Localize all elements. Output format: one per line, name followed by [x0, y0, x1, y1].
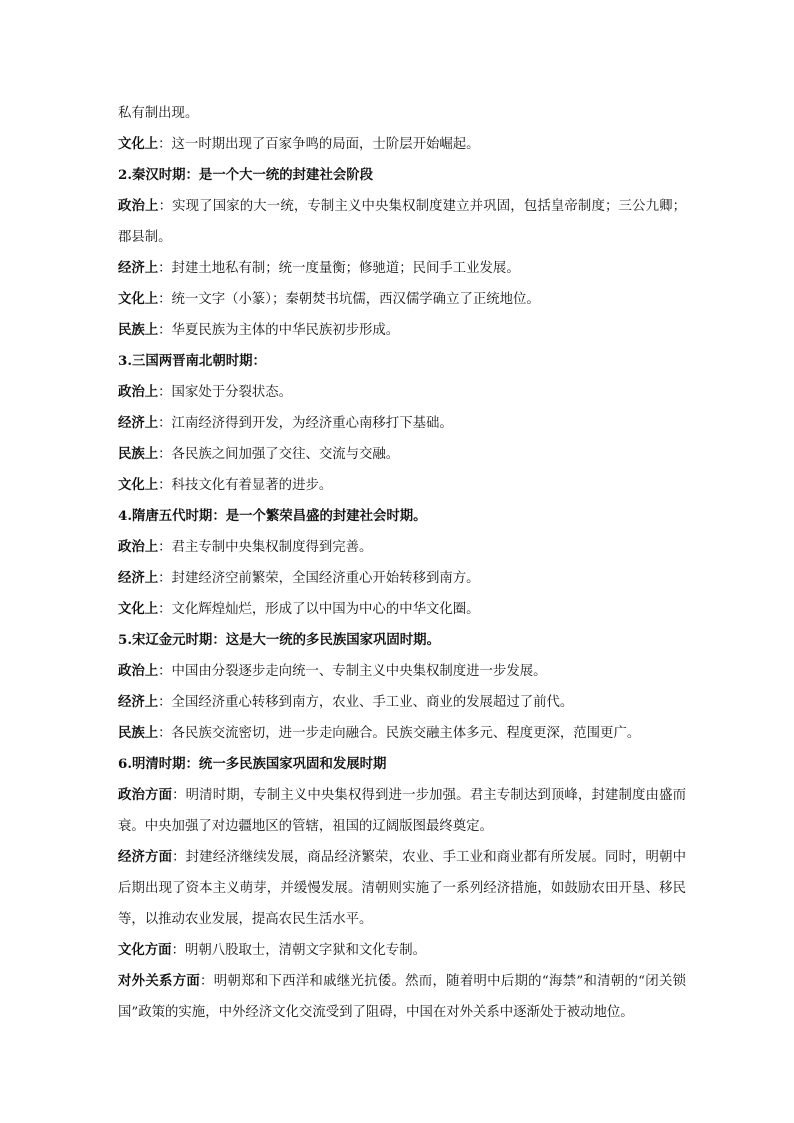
paragraph-text: ：君主专制中央集权制度得到完善。 — [158, 540, 373, 555]
section-heading — [118, 160, 686, 191]
paragraph-text: ：明朝八股取士，清朝文字狱和文化专制。 — [171, 943, 426, 958]
paragraph-label: 政治上 — [118, 198, 159, 214]
section-heading — [118, 625, 686, 656]
paragraph-text: ：各民族交流密切，进一步走向融合。民族交融主体多元、程度更深，范围更广。 — [158, 726, 641, 741]
paragraph-text: 4.隋唐五代时期：是一个繁荣昌盛的封建社会时期。 — [118, 508, 427, 524]
paragraph-label: 文化上 — [118, 291, 159, 307]
body-paragraph — [118, 129, 686, 160]
section-heading — [118, 346, 686, 377]
body-paragraph — [118, 439, 686, 470]
paragraph-label: 政治方面 — [118, 787, 173, 803]
section-heading — [118, 501, 686, 532]
body-paragraph — [118, 191, 686, 253]
paragraph-label: 经济上 — [118, 570, 159, 586]
section-heading — [118, 749, 686, 780]
paragraph-text: 2.秦汉时期：是一个大一统的封建社会阶段 — [118, 167, 374, 183]
paragraph-label: 文化方面 — [118, 942, 172, 958]
body-paragraph — [118, 98, 686, 129]
paragraph-text: 私有制出现。 — [118, 106, 199, 121]
paragraph-label: 经济方面 — [118, 849, 173, 865]
paragraph-text: ：华夏民族为主体的中华民族初步形成。 — [158, 323, 400, 338]
body-paragraph — [118, 594, 686, 625]
document-body — [118, 98, 686, 1028]
paragraph-text: ：这一时期出现了百家争鸣的局面，士阶层开始崛起。 — [158, 137, 480, 152]
paragraph-text: ：科技文化有着显著的进步。 — [158, 478, 333, 493]
paragraph-label: 经济上 — [118, 415, 159, 431]
paragraph-text: ：各民族之间加强了交往、交流与交融。 — [158, 447, 400, 462]
paragraph-text: ：江南经济得到开发，为经济重心南移打下基础。 — [158, 416, 453, 431]
body-paragraph — [118, 253, 686, 284]
paragraph-label: 民族上 — [118, 322, 159, 338]
paragraph-label: 经济上 — [118, 694, 159, 710]
paragraph-text: ：全国经济重心转移到南方，农业、手工业、商业的发展超过了前代。 — [158, 695, 574, 710]
paragraph-label: 对外关系方面 — [118, 973, 201, 989]
body-paragraph — [118, 408, 686, 439]
paragraph-label: 文化上 — [118, 601, 159, 617]
body-paragraph — [118, 377, 686, 408]
paragraph-label: 民族上 — [118, 725, 159, 741]
body-paragraph — [118, 718, 686, 749]
paragraph-text: 3.三国两晋南北朝时期： — [118, 353, 266, 369]
body-paragraph — [118, 935, 686, 966]
paragraph-text: ：实现了国家的大一统，专制主义中央集权制度建立并巩固，包括皇帝制度；三公九卿；郡县制。 — [118, 199, 687, 245]
paragraph-text: ：明朝郑和下西洋和戚继光抗倭。然而，随着明中后期的“海禁”和清朝的“闭关锁国”政策的实施，中外经济文化交流受到了阻碍，中国在对外关系中逐渐处于被动地位。 — [118, 974, 687, 1020]
paragraph-label: 经济上 — [118, 260, 159, 276]
paragraph-text: ：明清时期，专制主义中央集权得到进一步加强。君主专制达到顶峰，封建制度由盛而衰。中央加强了对边疆地区的管辖，祖国的辽阔版图最终奠定。 — [118, 788, 686, 834]
body-paragraph — [118, 315, 686, 346]
paragraph-text: ：文化辉煌灿烂，形成了以中国为中心的中华文化圈。 — [158, 602, 480, 617]
paragraph-text: ：国家处于分裂状态。 — [158, 385, 293, 400]
paragraph-text: ：中国由分裂逐步走向统一、专制主义中央集权制度进一步发展。 — [158, 664, 547, 679]
paragraph-label: 政治上 — [118, 384, 159, 400]
paragraph-text: ：封建经济继续发展，商品经济繁荣，农业、手工业和商业都有所发展。同时，明朝中后期出现了资本主义萌芽，并缓慢发展。清朝则实施了一系列经济措施，如鼓励农田开垦、移民等，以推动农业发展，提高农民生活水平。 — [118, 850, 686, 927]
paragraph-label: 文化上 — [118, 136, 159, 152]
body-paragraph — [118, 563, 686, 594]
paragraph-text: ：封建经济空前繁荣，全国经济重心开始转移到南方。 — [158, 571, 480, 586]
paragraph-label: 政治上 — [118, 539, 159, 555]
paragraph-text: ：统一文字（小篆）；秦朝焚书坑儒，西汉儒学确立了正统地位。 — [158, 292, 540, 307]
body-paragraph — [118, 966, 686, 1028]
body-paragraph — [118, 842, 686, 935]
paragraph-label: 民族上 — [118, 446, 159, 462]
paragraph-label: 文化上 — [118, 477, 159, 493]
body-paragraph — [118, 470, 686, 501]
paragraph-text: 6.明清时期：统一多民族国家巩固和发展时期 — [118, 756, 387, 772]
paragraph-text: 5.宋辽金元时期：这是大一统的多民族国家巩固时期。 — [118, 632, 440, 648]
body-paragraph — [118, 532, 686, 563]
body-paragraph — [118, 687, 686, 718]
paragraph-label: 政治上 — [118, 663, 159, 679]
paragraph-text: ：封建土地私有制；统一度量衡；修驰道；民间手工业发展。 — [158, 261, 520, 276]
body-paragraph — [118, 284, 686, 315]
body-paragraph — [118, 656, 686, 687]
body-paragraph — [118, 780, 686, 842]
